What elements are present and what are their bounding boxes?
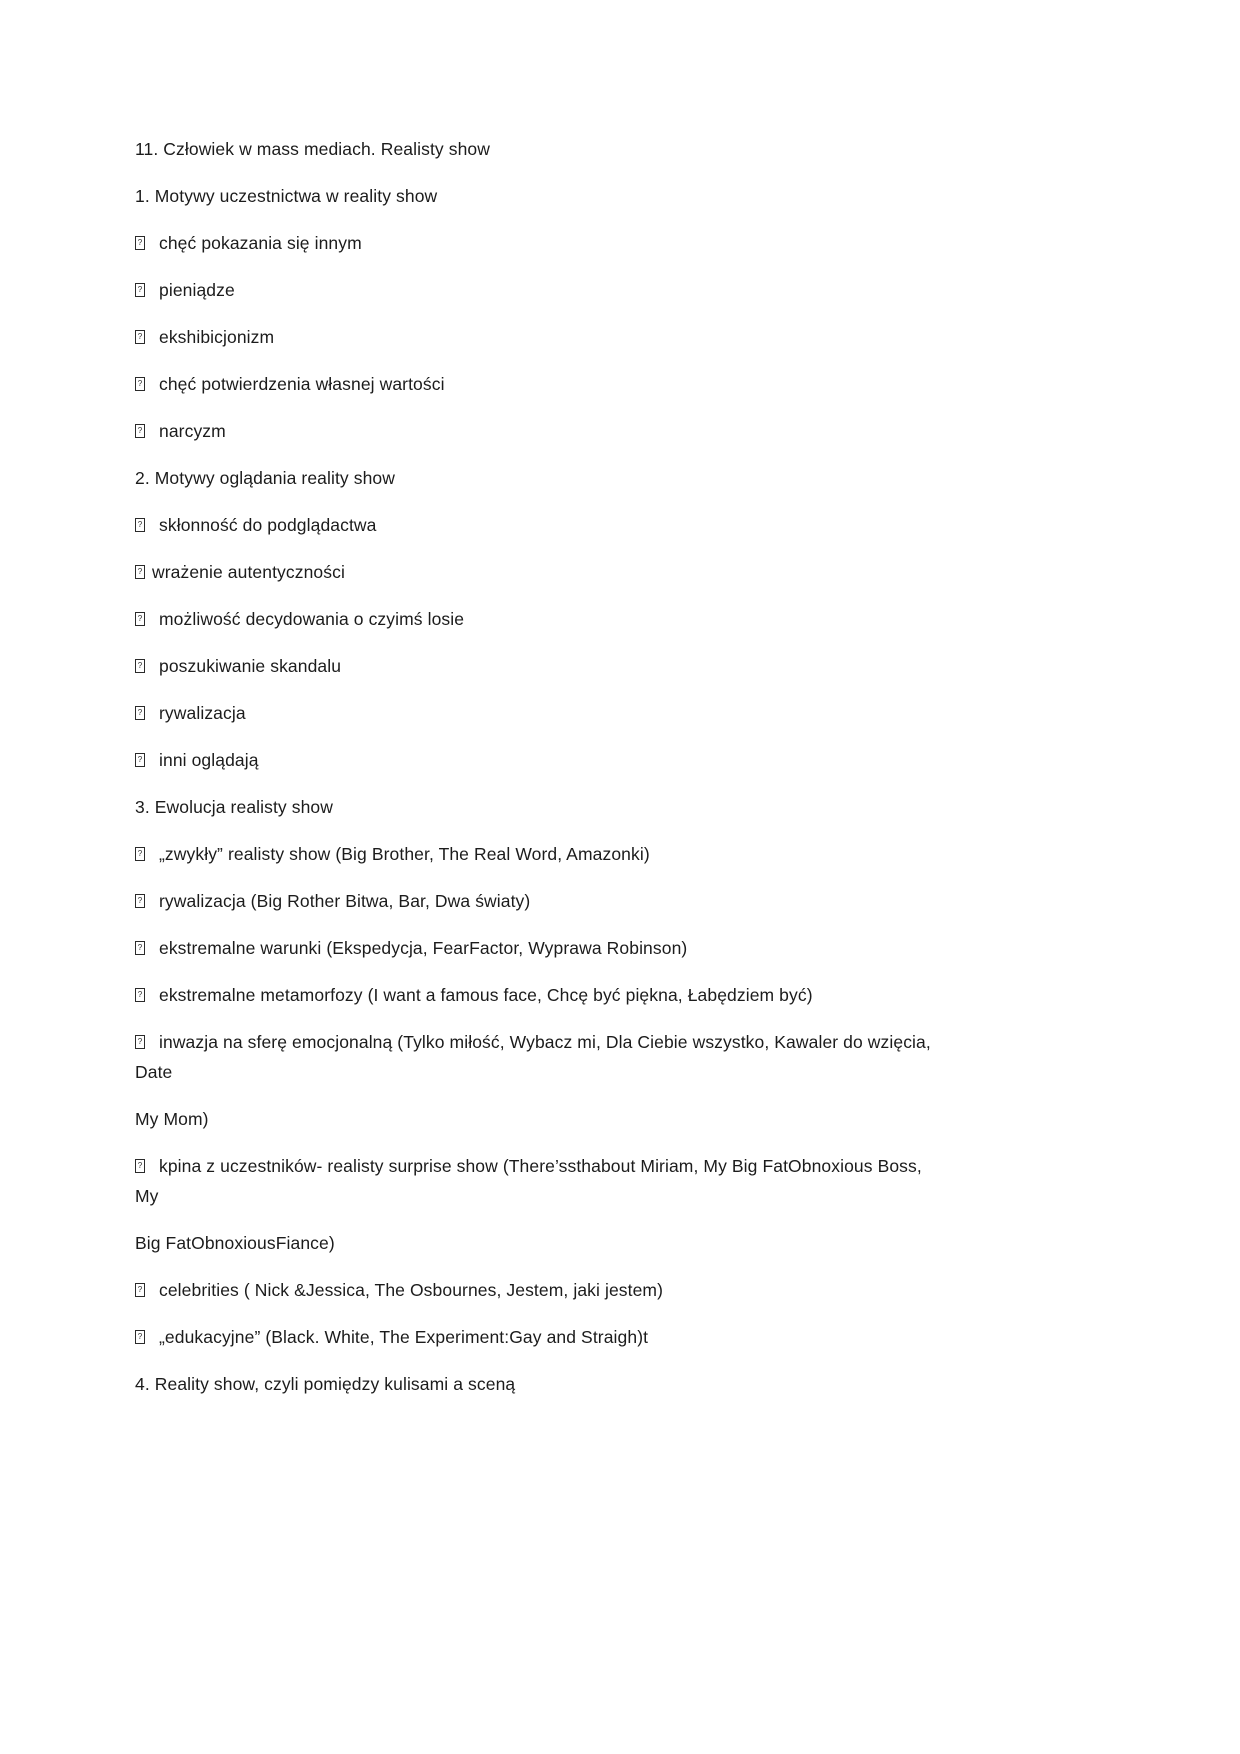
- missing-glyph-bullet-icon: ?: [135, 236, 145, 250]
- line-text: rywalizacja: [159, 703, 246, 723]
- line-text: inwazja na sferę emocjonalną (Tylko miłość, Wybacz mi, Dla Ciebie wszystko, Kawaler do wzięcia,: [159, 1032, 931, 1052]
- line-text: ekshibicjonizm: [159, 327, 275, 347]
- missing-glyph-bullet-icon: ?: [135, 941, 145, 955]
- bullet-item: [135, 228, 1130, 258]
- bullet-item: [135, 1151, 1130, 1181]
- line-text: ekstremalne metamorfozy (I want a famous face, Chcę być piękna, Łabędziem być): [159, 985, 813, 1005]
- line-text: skłonność do podglądactwa: [159, 515, 377, 535]
- line-text: 1. Motywy uczestnictwa w reality show: [135, 186, 438, 206]
- line-text: poszukiwanie skandalu: [159, 656, 342, 676]
- bullet-item: [135, 745, 1130, 775]
- bullet-item: [135, 1322, 1130, 1352]
- line-text: „zwykły” realisty show (Big Brother, The Real Word, Amazonki): [159, 844, 650, 864]
- section-heading: [135, 463, 1130, 493]
- bullet-item: [135, 698, 1130, 728]
- line-text: „edukacyjne” (Black. White, The Experiment:Gay and Straigh)t: [159, 1327, 649, 1347]
- missing-glyph-bullet-icon: ?: [135, 847, 145, 861]
- line-text: chęć potwierdzenia własnej wartości: [159, 374, 445, 394]
- bullet-item: [135, 1275, 1130, 1305]
- line-text: 11. Człowiek w mass mediach. Realisty show: [135, 139, 490, 159]
- line-text: 2. Motywy oglądania reality show: [135, 468, 395, 488]
- line-text: My Mom): [135, 1109, 209, 1129]
- section-heading: [135, 134, 1130, 164]
- missing-glyph-bullet-icon: ?: [135, 565, 145, 579]
- bullet-item: [135, 886, 1130, 916]
- wrapped-text-line: [135, 1057, 1130, 1087]
- line-text: My: [135, 1186, 159, 1206]
- line-text: 3. Ewolucja realisty show: [135, 797, 333, 817]
- missing-glyph-bullet-icon: ?: [135, 330, 145, 344]
- section-heading: [135, 1369, 1130, 1399]
- line-text: Date: [135, 1062, 173, 1082]
- line-text: inni oglądają: [159, 750, 259, 770]
- line-text: 4. Reality show, czyli pomiędzy kulisami a sceną: [135, 1374, 516, 1394]
- text-line: [135, 1104, 1130, 1134]
- missing-glyph-bullet-icon: ?: [135, 1159, 145, 1173]
- line-text: Big FatObnoxiousFiance): [135, 1233, 335, 1253]
- line-text: kpina z uczestników- realisty surprise show (There’ssthabout Miriam, My Big FatObnoxious Boss,: [159, 1156, 922, 1176]
- missing-glyph-bullet-icon: ?: [135, 1283, 145, 1297]
- bullet-item: [135, 604, 1130, 634]
- bullet-item: [135, 933, 1130, 963]
- missing-glyph-bullet-icon: ?: [135, 753, 145, 767]
- line-text: celebrities ( Nick &Jessica, The Osbournes, Jestem, jaki jestem): [159, 1280, 664, 1300]
- bullet-item: [135, 369, 1130, 399]
- wrapped-text-line: [135, 1181, 1130, 1211]
- bullet-item: [135, 322, 1130, 352]
- missing-glyph-bullet-icon: ?: [135, 283, 145, 297]
- line-text: wrażenie autentyczności: [152, 562, 345, 582]
- bullet-item: [135, 839, 1130, 869]
- line-text: chęć pokazania się innym: [159, 233, 362, 253]
- bullet-item: [135, 510, 1130, 540]
- line-text: pieniądze: [159, 280, 235, 300]
- missing-glyph-bullet-icon: ?: [135, 1330, 145, 1344]
- missing-glyph-bullet-icon: ?: [135, 894, 145, 908]
- text-line: [135, 1228, 1130, 1258]
- missing-glyph-bullet-icon: ?: [135, 518, 145, 532]
- missing-glyph-bullet-icon: ?: [135, 659, 145, 673]
- line-text: narcyzm: [159, 421, 226, 441]
- line-text: ekstremalne warunki (Ekspedycja, FearFactor, Wyprawa Robinson): [159, 938, 688, 958]
- section-heading: [135, 181, 1130, 211]
- missing-glyph-bullet-icon: ?: [135, 612, 145, 626]
- section-heading: [135, 792, 1130, 822]
- bullet-item: [135, 416, 1130, 446]
- missing-glyph-bullet-icon: ?: [135, 424, 145, 438]
- missing-glyph-bullet-icon: ?: [135, 1035, 145, 1049]
- missing-glyph-bullet-icon: ?: [135, 706, 145, 720]
- missing-glyph-bullet-icon: ?: [135, 377, 145, 391]
- bullet-item: [135, 1027, 1130, 1057]
- line-text: możliwość decydowania o czyimś losie: [159, 609, 465, 629]
- bullet-item: [135, 275, 1130, 305]
- bullet-item: [135, 557, 1130, 587]
- line-text: rywalizacja (Big Rother Bitwa, Bar, Dwa światy): [159, 891, 531, 911]
- bullet-item: [135, 980, 1130, 1010]
- bullet-item: [135, 651, 1130, 681]
- missing-glyph-bullet-icon: ?: [135, 988, 145, 1002]
